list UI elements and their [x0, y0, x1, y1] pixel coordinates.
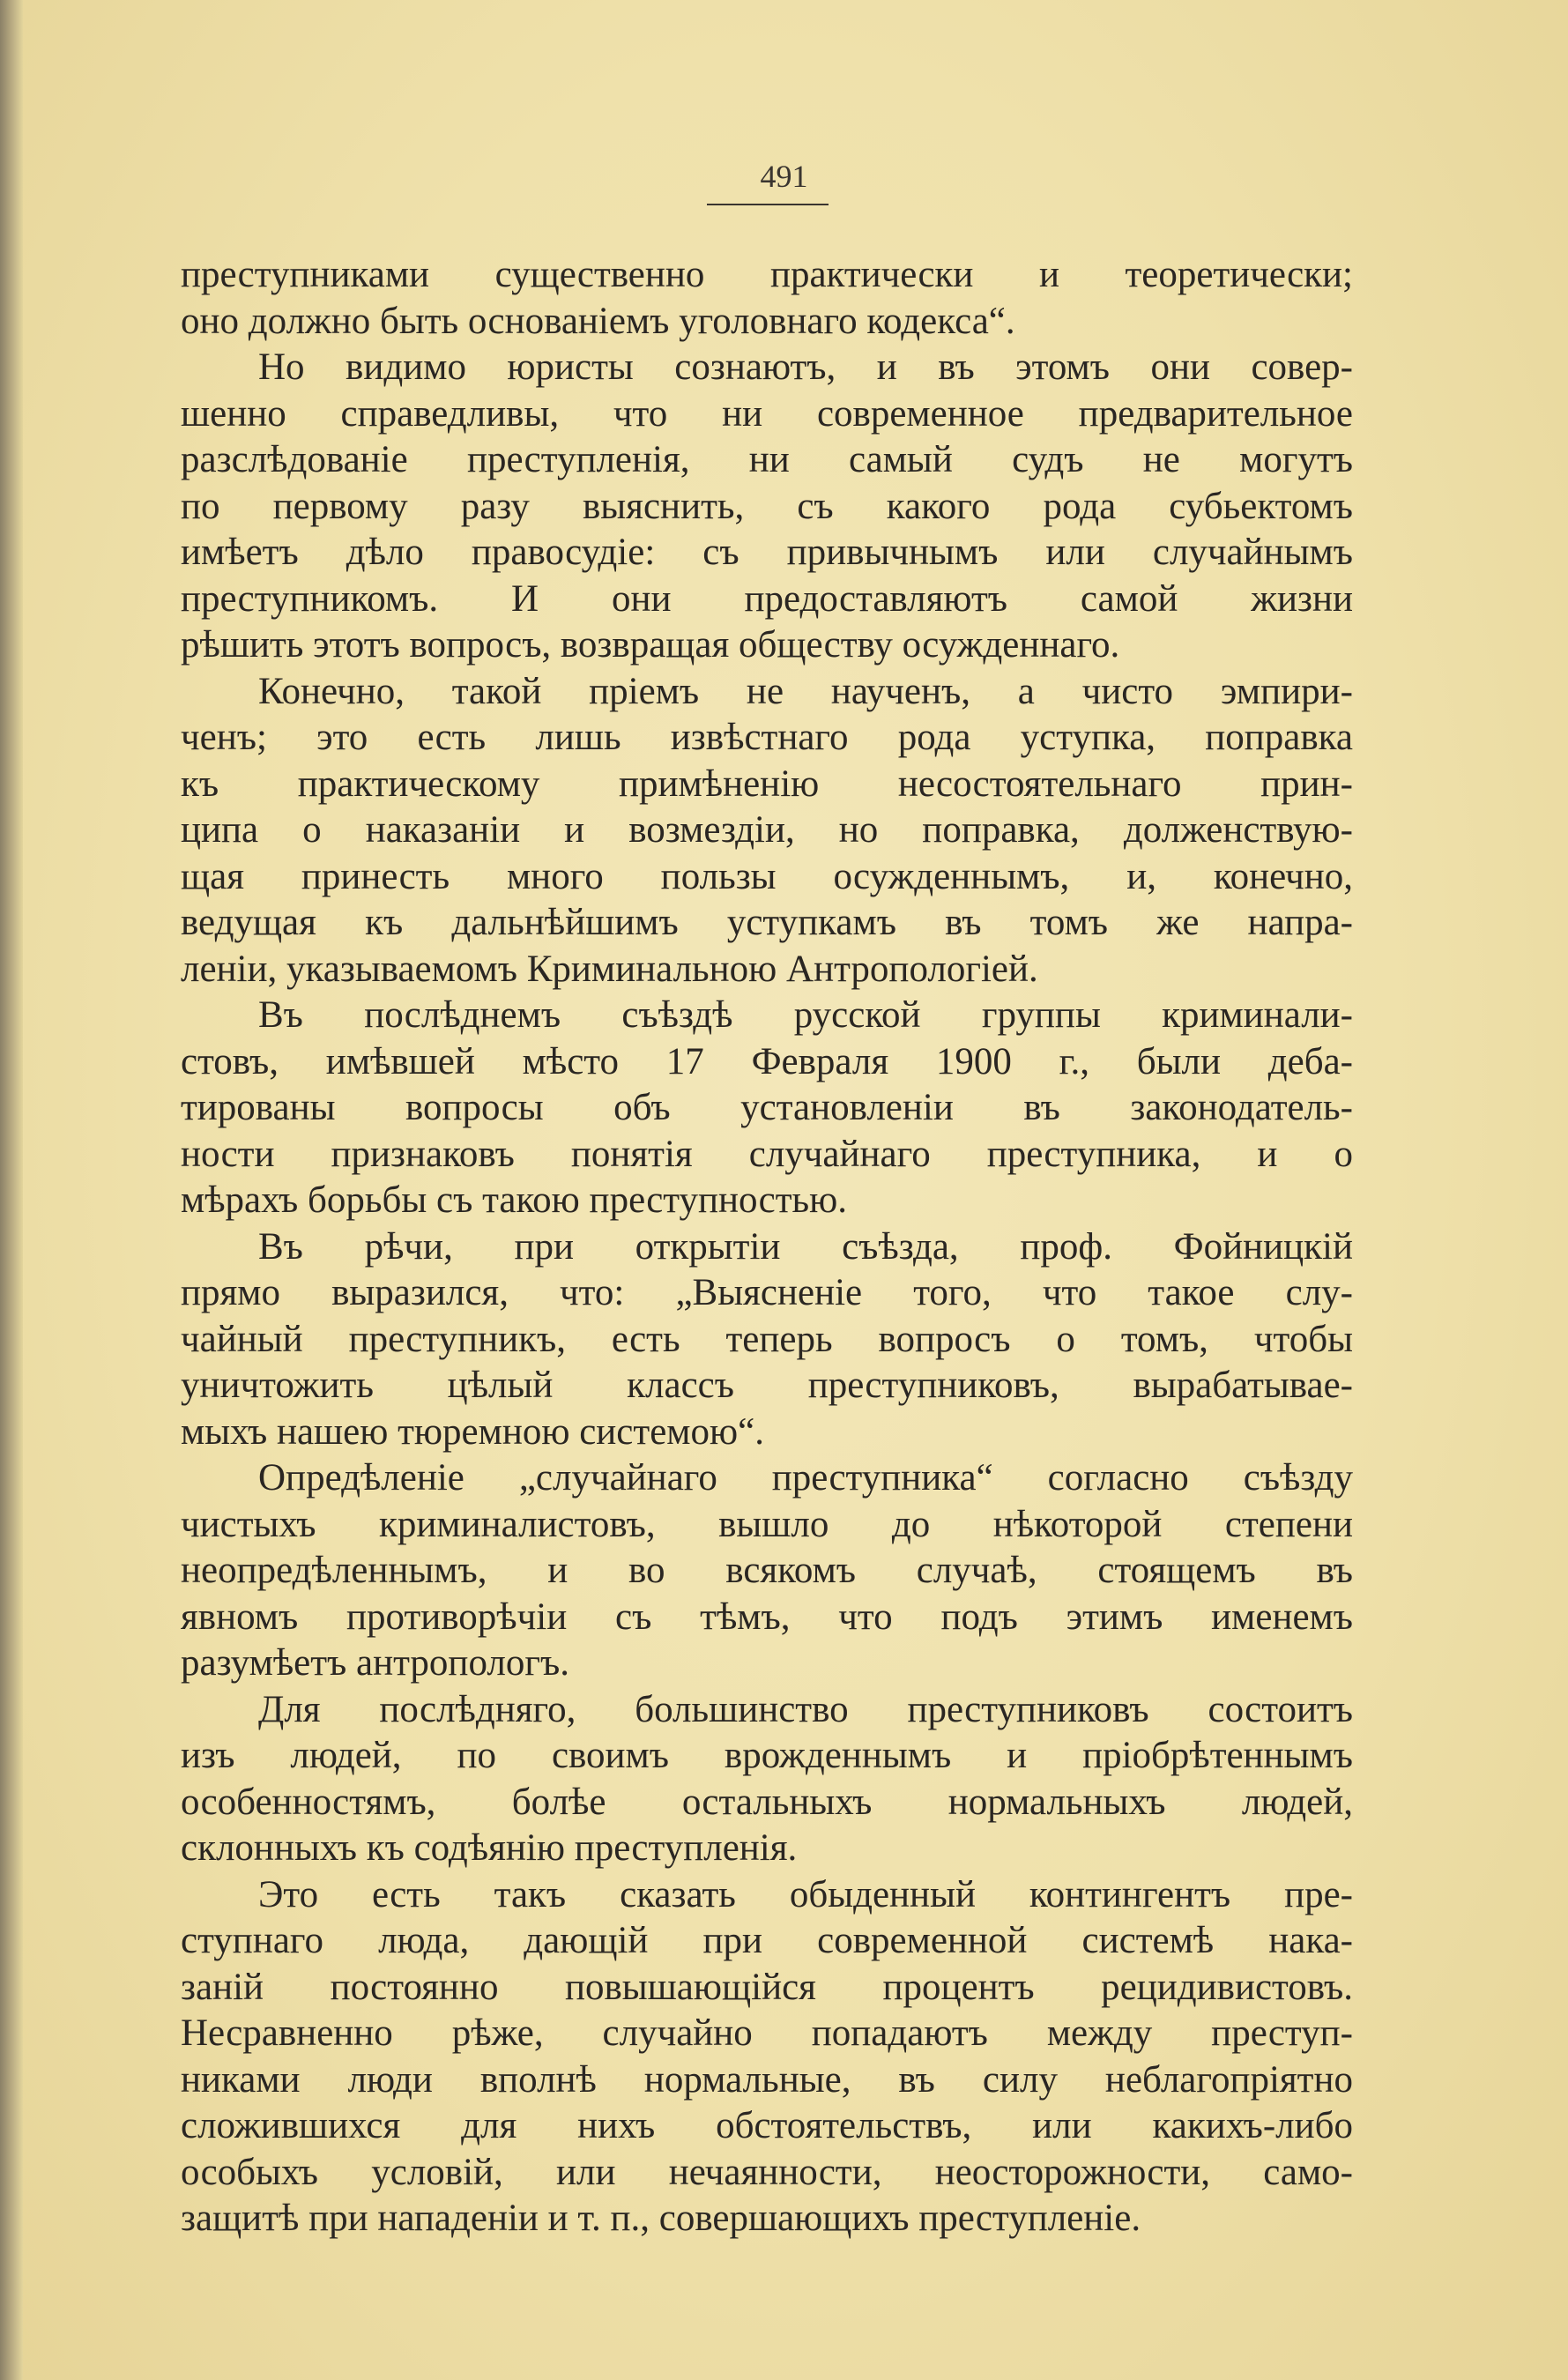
text-line: Для послѣдняго, большинство преступниковъ состоитъ — [258, 1688, 1353, 1730]
text-line: къ практическому примѣненію несостоятельнаго прин- — [181, 762, 1353, 805]
text-line: ности признаковъ понятія случайнаго преступника, и о — [181, 1133, 1353, 1175]
text-line: ципа о наказаніи и возмездіи, но поправка, долженствую- — [181, 809, 1353, 851]
text-line: преступниками существенно практически и теоретически; — [181, 254, 1353, 295]
text-line: чистыхъ криминалистовъ, вышло до нѣкоторой степени — [181, 1503, 1353, 1545]
text-line: Въ рѣчи, при открытіи съѣзда, проф. Фойницкій — [258, 1225, 1353, 1268]
text-line: по первому разу выяснить, съ какого рода субьектомъ — [181, 485, 1353, 527]
body-text — [181, 252, 1353, 2242]
text-line: тированы вопросы объ установленіи въ законодатель- — [181, 1087, 1353, 1128]
text-line: неопредѣленнымъ, и во всякомъ случаѣ, стоящемъ въ — [181, 1550, 1353, 1591]
page-number: 491 — [760, 159, 808, 194]
text-line: уничтожить цѣлый классъ преступниковъ, вырабатывае- — [181, 1365, 1353, 1406]
text-line: Это есть такъ сказать обыденный контингентъ пре- — [258, 1873, 1353, 1915]
text-line: Несравненно рѣже, случайно попадаютъ между преступ- — [181, 2012, 1353, 2054]
text-line: явномъ противорѣчіи съ тѣмъ, что подъ этимъ именемъ — [181, 1595, 1353, 1638]
text-line: ченъ; это есть лишь извѣстнаго рода уступка, поправка — [181, 717, 1353, 758]
text-line: стовъ, имѣвшей мѣсто 17 Февраля 1900 г., были деба- — [181, 1040, 1353, 1082]
text-line: щая принесть много пользы осужденнымъ, и, конечно, — [181, 855, 1353, 897]
text-line: заній постоянно повышающійся процентъ рецидивистовъ. — [181, 1966, 1353, 2008]
text-line: оно должно быть основаніемъ уголовнаго кодекса“. — [181, 300, 1015, 342]
text-line: Въ послѣднемъ съѣздѣ русской группы криминали- — [258, 994, 1353, 1036]
text-line: мѣрахъ борьбы съ такою преступностью. — [181, 1179, 847, 1221]
text-line: рѣшить этотъ вопросъ, возвращая обществу осужденнаго. — [181, 624, 1120, 666]
text-line: никами люди вполнѣ нормальные, въ силу неблагопріятно — [181, 2058, 1353, 2101]
text-line: мыхъ нашею тюремною системою“. — [181, 1410, 764, 1453]
text-line: Но видимо юристы сознаютъ, и въ этомъ они совер- — [258, 346, 1353, 388]
text-line: особыхъ условій, или нечаянности, неосторожности, само- — [181, 2151, 1353, 2193]
text-line: шенно справедливы, что ни современное предварительное — [181, 392, 1353, 435]
text-line: имѣетъ дѣло правосудіе: съ привычнымъ или случайнымъ — [181, 532, 1353, 573]
text-line: чайный преступникъ, есть теперь вопросъ о томъ, чтобы — [181, 1318, 1353, 1360]
page-number-underline — [707, 204, 829, 205]
text-line: сложившихся для нихъ обстоятельствъ, или какихъ-либо — [181, 2105, 1353, 2146]
text-line: изъ людей, по своимъ врожденнымъ и пріобрѣтеннымъ — [181, 1735, 1353, 1776]
text-line: особенностямъ, болѣе остальныхъ нормальныхъ людей, — [181, 1781, 1353, 1823]
text-line: Опредѣленіе „случайнаго преступника“ согласно съѣзду — [258, 1457, 1353, 1499]
text-line: разслѣдованіе преступленія, ни самый судъ не могутъ — [181, 439, 1353, 480]
text-line: защитѣ при нападеніи и т. п., совершающихъ преступленіе. — [181, 2198, 1141, 2239]
text-line: Конечно, такой пріемъ не наученъ, а чисто эмпири- — [258, 670, 1353, 712]
text-line: преступникомъ. И они предоставляютъ самой жизни — [181, 577, 1353, 620]
text-line: леніи, указываемомъ Криминальною Антропологіей. — [181, 948, 1038, 990]
page-spine-shadow — [0, 0, 23, 2380]
text-line: разумѣетъ антропологъ. — [181, 1642, 569, 1684]
text-line: ведущая къ дальнѣйшимъ уступкамъ въ томъ же напра- — [181, 902, 1353, 943]
text-line: склонныхъ къ содѣянію преступленія. — [181, 1827, 798, 1869]
text-line: ступнаго люда, дающій при современной системѣ нака- — [181, 1920, 1353, 1961]
text-line: прямо выразился, что: „Выясненіе того, что такое слу- — [181, 1272, 1353, 1313]
